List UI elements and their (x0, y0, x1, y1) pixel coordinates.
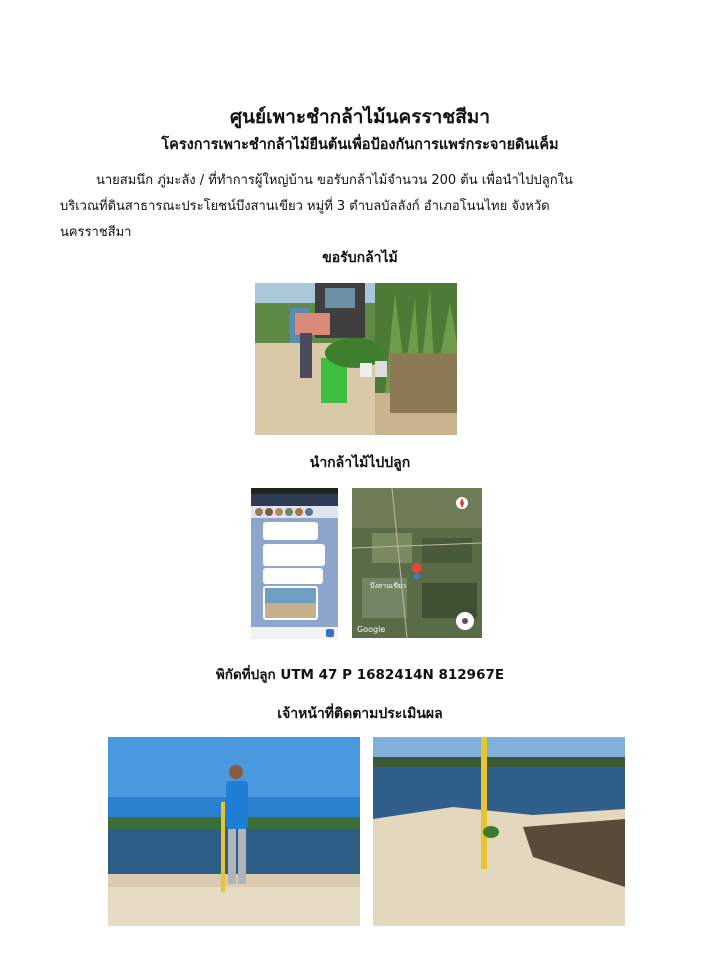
paragraph-line-3: นครราชสีมา (60, 225, 132, 240)
section-heading-evaluation: เจ้าหน้าที่ติดตามประเมินผล (277, 706, 443, 722)
paragraph-line-1: นายสมนึก ภู่มะลัง / ที่ทำการผู้ใหญ่บ้าน ขอรับกล้าไม้จำนวน 200 ต้น เพื่อนำไปปลูกใน (96, 173, 573, 188)
section-heading-request: ขอรับกล้าไม้ (322, 250, 398, 266)
document-subtitle: โครงการเพาะชำกล้าไม้ยืนต้นเพื่อป้องกันการแพร่กระจายดินเค็ม (161, 137, 559, 153)
photo-receiving-seedlings (255, 283, 457, 435)
map-brand: Google (357, 625, 386, 634)
photo-seedling-measurement (373, 737, 625, 926)
section-heading-planting: นำกล้าไม้ไปปลูก (309, 455, 411, 471)
document-title: ศูนย์เพาะชำกล้าไม้นครราชสีมา (230, 106, 490, 128)
planting-location-map (352, 488, 482, 638)
paragraph-line-2: บริเวณที่ดินสาธารณะประโยชน์บึงสานเขียว หมู่ที่ 3 ตำบลบัลลังก์ อำเภอโนนไทย จังหวัด (60, 199, 550, 214)
planting-coordinates: พิกัดที่ปลูก UTM 47 P 1682414N 812967E (215, 667, 505, 683)
chat-screenshot (251, 488, 338, 639)
photo-officer-measuring (108, 737, 360, 926)
map-place-label: บึงสานเขียว (370, 582, 407, 590)
request-paragraph (60, 168, 660, 246)
